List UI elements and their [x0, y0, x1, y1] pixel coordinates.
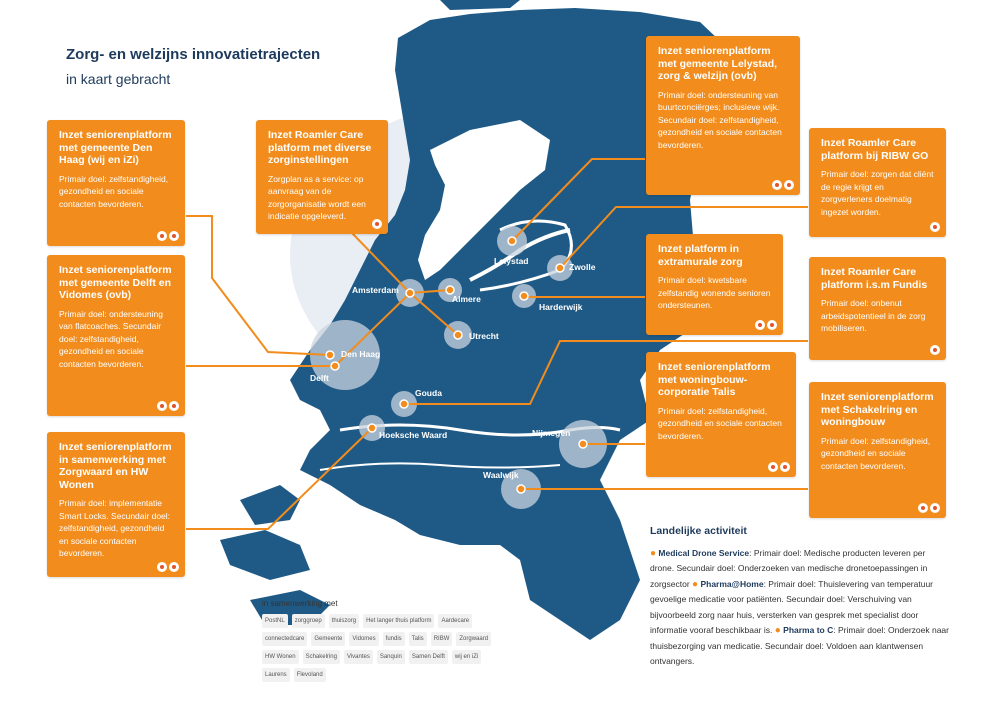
partner-logo: Aardecare [438, 614, 472, 628]
national-activity [650, 524, 950, 670]
dot-harderwijk [520, 292, 528, 300]
card-badges [157, 562, 179, 572]
city-label-gouda: Gouda [415, 388, 442, 398]
dot-nijmegen [579, 440, 587, 448]
card-title: Inzet platform in extramurale zorg [658, 243, 743, 268]
partner-logo: Het langer thuis platform [363, 614, 434, 628]
city-label-zwolle: Zwolle [569, 262, 596, 272]
card-badges [930, 222, 940, 232]
city-label-utrecht: Utrecht [469, 331, 499, 341]
partner-logo: PostNL [262, 614, 288, 628]
card-ribw-go[interactable] [809, 128, 946, 237]
partner-logo: HW Wonen [262, 650, 299, 664]
dot-zwolle [556, 264, 564, 272]
badge-icon [930, 222, 940, 232]
city-label-amsterdam: Amsterdam [352, 285, 399, 295]
dot-hoeksche-waard [368, 424, 376, 432]
city-label-lelystad: Lelystad [494, 256, 529, 266]
partner-logo: Samen Delft [409, 650, 448, 664]
partner-logos [262, 614, 492, 682]
card-roamler-care-zorginstellingen[interactable] [256, 120, 388, 234]
city-label-den-haag: Den Haag [341, 349, 381, 359]
city-label-nijmegen: Nijmegen [532, 428, 571, 438]
bullet-icon: ● [650, 547, 657, 559]
national-heading: Landelijke activiteit [650, 525, 747, 537]
dot-delft [331, 362, 339, 370]
card-badges [372, 219, 382, 229]
national-item-text: : Primair doel: Thuislevering van temperatuur gevoelige medicatie voor patiënten. Secundair doel: Verschuiving van bijvoorbeeld zorg naar huis, versterken van gesprek met specialist door informatie vooraf beschikbaar is. [650, 578, 934, 635]
national-item-name: Medical Drone Service [658, 547, 750, 558]
national-item-name: Pharma to C [783, 625, 834, 635]
national-item-name: Pharma@Home [700, 578, 764, 589]
dot-den-haag [326, 351, 334, 359]
national-item-text: : Primair doel: Onderzoek naar thuisbezorging van medicatie. Secundair doel: Voldoen aan klantwensen ontvangers. [650, 625, 949, 666]
card-body: Primair doel: onbenut arbeidspotentieel in de zorg mobiliseren. [821, 298, 926, 333]
city-label-delft: Delft [310, 373, 329, 383]
badge-icon [784, 180, 794, 190]
badge-icon [157, 231, 167, 241]
card-extramurale-zorg[interactable] [646, 234, 783, 335]
bullet-icon: ● [692, 578, 699, 590]
card-body: Primair doel: kwetsbare zelfstandig wonende senioren ondersteunen. [658, 275, 771, 310]
dot-lelystad [508, 237, 516, 245]
badge-icon [768, 462, 778, 472]
badge-icon [780, 462, 790, 472]
card-fundis[interactable] [809, 257, 946, 360]
card-body: Primair doel: zelfstandigheid, gezondheid en sociale contacten bevorderen. [59, 173, 169, 209]
dot-waalwijk [517, 485, 525, 493]
dot-amsterdam [406, 289, 414, 297]
card-title: Inzet seniorenplatform met gemeente Delft en Vidomes (ovb) [59, 264, 172, 301]
partner-logo: connectedcare [262, 632, 307, 646]
dot-almere [446, 286, 454, 294]
card-body: Primair doel: ondersteuning van buurtconciërges; inclusieve wijk. Secundair doel: zelfstandigheid, gezondheid en sociale contacten bevorderen. [658, 89, 782, 150]
card-den-haag[interactable] [47, 120, 185, 246]
partners-label: in samenwerking met [262, 599, 338, 608]
card-body: Primair doel: zorgen dat cliënt de regie krijgt en zorgverleners doelmatig ingezet worden. [821, 169, 934, 217]
page-title: Zorg- en welzijns innovatietrajecten [66, 46, 321, 63]
bullet-icon: ● [774, 625, 781, 636]
wadden-islands [440, 0, 520, 10]
partner-logo: Sanquin [377, 650, 405, 664]
card-body: Zorgplan as a service: op aanvraag van de zorgorganisatie wordt een indicatie opgeleverd. [268, 173, 366, 221]
dot-utrecht [454, 331, 462, 339]
card-badges [755, 320, 777, 330]
card-badges [930, 345, 940, 355]
partner-logo: Laurens [262, 668, 290, 682]
card-title: Inzet seniorenplatform in samenwerking met Zorgwaard en HW Wonen [59, 441, 172, 491]
card-badges [772, 180, 794, 190]
city-label-hoeksche-waard: Hoeksche Waard [379, 430, 448, 440]
card-title: Inzet seniorenplatform met gemeente Lelystad, zorg & welzijn (ovb) [658, 45, 778, 82]
badge-icon [169, 401, 179, 411]
card-title: Inzet Roamler Care platform met diverse zorginstellingen [268, 129, 372, 166]
card-title: Inzet Roamler Care platform i.s.m Fundis [821, 266, 928, 291]
card-badges [157, 401, 179, 411]
page-subtitle: in kaart gebracht [66, 71, 171, 87]
badge-icon [755, 320, 765, 330]
partner-logo: RIBW [431, 632, 453, 646]
partner-logo: Flevoland [294, 668, 326, 682]
partner-logo: Vivantes [344, 650, 373, 664]
partner-logo: Vidomes [349, 632, 378, 646]
badge-icon [767, 320, 777, 330]
badge-icon [372, 219, 382, 229]
badge-icon [772, 180, 782, 190]
card-body: Primair doel: ondersteuning van flatcoaches. Secundair doel: zelfstandigheid, gezondheid en sociale contacten bevorderen. [59, 308, 163, 369]
partner-logo: fundis [383, 632, 405, 646]
card-zorgwaard[interactable] [47, 432, 185, 577]
card-badges [157, 231, 179, 241]
partner-logo: Gemeente [311, 632, 345, 646]
card-body: Primair doel: zelfstandigheid, gezondheid en sociale contacten bevorderen. [658, 405, 782, 441]
card-body: Primair doel: zelfstandigheid, gezondheid en sociale contacten bevorderen. [821, 435, 931, 471]
card-title: Inzet Roamler Care platform bij RIBW GO [821, 137, 929, 162]
card-lelystad[interactable] [646, 36, 800, 195]
dot-gouda [400, 400, 408, 408]
badge-icon [157, 562, 167, 572]
zeeland-islands [240, 485, 300, 525]
card-title: Inzet seniorenplatform met gemeente Den Haag (wij en iZi) [59, 129, 172, 166]
badge-icon [157, 401, 167, 411]
card-badges [768, 462, 790, 472]
badge-icon [930, 503, 940, 513]
badge-icon [169, 562, 179, 572]
partner-logo: wij en iZi [452, 650, 481, 664]
card-title: Inzet seniorenplatform met Schakelring en woningbouw [821, 391, 934, 428]
partner-logo: zorggroep [292, 614, 325, 628]
partner-logo: Zorgwaard [456, 632, 491, 646]
national-item-text: : Primair doel: Medische producten leveren per drone. Secundair doel: Onderzoeken van medische dronetoepassingen in zorgsector [650, 547, 928, 589]
city-label-almere: Almere [452, 294, 481, 304]
city-label-waalwijk: Waalwijk [483, 470, 519, 480]
partner-logo: Schakelring [303, 650, 340, 664]
partner-logo: Talis [409, 632, 427, 646]
badge-icon [930, 345, 940, 355]
card-title: Inzet seniorenplatform met woningbouw-corporatie Talis [658, 361, 771, 398]
badge-icon [169, 231, 179, 241]
card-talis[interactable] [646, 352, 796, 477]
card-schakelring[interactable] [809, 382, 946, 518]
card-badges [918, 503, 940, 513]
partner-logo: thuiszorg [329, 614, 359, 628]
badge-icon [918, 503, 928, 513]
card-delft[interactable] [47, 255, 185, 416]
city-label-harderwijk: Harderwijk [539, 302, 583, 312]
partners-section [262, 599, 502, 682]
zeeland-islands-2 [220, 530, 310, 580]
card-body: Primair doel: implementatie Smart Locks. Secundair doel: zelfstandigheid, gezondheid en sociale contacten bevorderen. [59, 498, 171, 558]
